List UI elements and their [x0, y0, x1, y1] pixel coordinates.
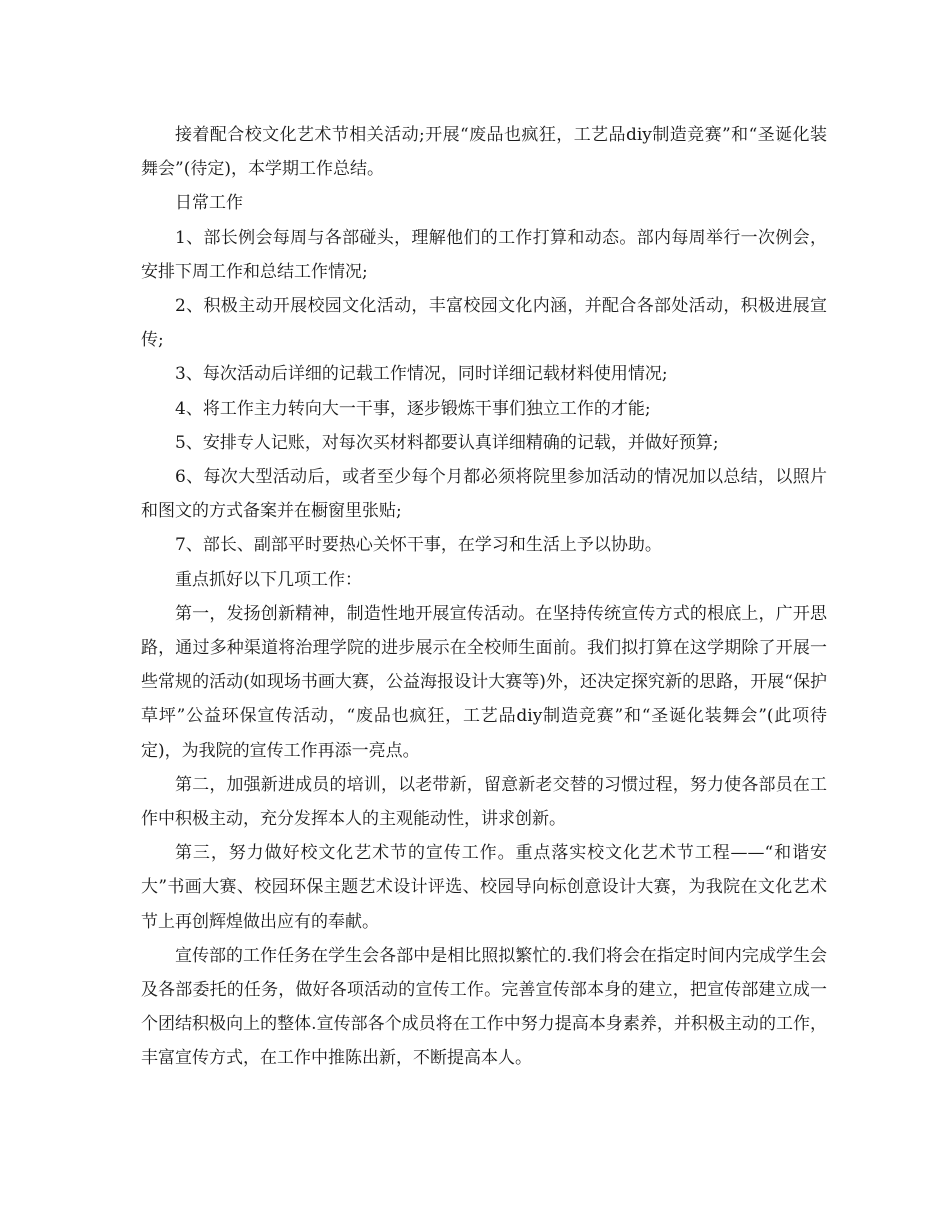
list-item-train-staff: 4、将工作主力转向大一干事，逐步锻炼干事们独立工作的才能;	[175, 398, 651, 419]
list-item-activity-records: 3、每次活动后详细的记载工作情况，同时详细记载材料使用情况;	[175, 364, 668, 385]
heading-daily-work: 日常工作	[175, 193, 243, 214]
paragraph-third-art-festival: 第三，努力做好校文化艺术节的宣传工作。重点落实校文化艺术节工程——“和谐安大”书画大赛、校园环保主题艺术设计评选、校园导向标创意设计大赛，为我院在文化艺术节上再创辉煌做出应有的奉献。	[141, 843, 827, 932]
paragraph-department-summary: 宣传部的工作任务在学生会各部中是相比照拟繁忙的.我们将会在指定时间内完成学生会及各部委托的任务，做好各项活动的宣传工作。完善宣传部本身的建立，把宣传部建立成一个团结积极向上的整体.宣传部各个成员将在工作中努力提高本身素养，并积极主动的工作，丰富宣传方式，在工作中推陈出新，不断提高本人。	[141, 945, 827, 1069]
heading-key-tasks: 重点抓好以下几项工作：	[175, 569, 362, 590]
paragraph-second-training: 第二，加强新进成员的培训，以老带新，留意新老交替的习惯过程，努力使各部员在工作中积极主动，充分发挥本人的主观能动性，讲求创新。	[141, 774, 827, 830]
document-page	[141, 118, 827, 1076]
paragraph-art-festival-activities: 接着配合校文化艺术节相关活动;开展“废品也疯狂，工艺品diy制造竞赛”和“圣诞化装舞会”(待定)，本学期工作总结。	[141, 125, 827, 180]
list-item-care-for-staff: 7、部长、副部平时要热心关怀干事，在学习和生活上予以协助。	[175, 535, 662, 556]
list-item-monthly-summary: 6、每次大型活动后，或者至少每个月都必须将院里参加活动的情况加以总结，以照片和图文的方式备案并在橱窗里张贴;	[141, 467, 827, 522]
paragraph-first-innovation: 第一，发扬创新精神，制造性地开展宣传活动。在坚持传统宣传方式的根底上，广开思路，通过多种渠道将治理学院的进步展示在全校师生面前。我们拟打算在这学期除了开展一些常规的活动(如现场书画大赛，公益海报设计大赛等)外，还决定探究新的思路，开展“保护草坪”公益环保宣传活动，“废品也疯狂，工艺品diy制造竞赛”和“圣诞化装舞会”(此项待定)，为我院的宣传工作再添一亮点。	[141, 603, 827, 761]
list-item-weekly-meeting: 1、部长例会每周与各部碰头，理解他们的工作打算和动态。部内每周举行一次例会，安排下周工作和总结工作情况;	[141, 227, 827, 282]
list-item-bookkeeping: 5、安排专人记账，对每次买材料都要认真详细精确的记载，并做好预算;	[175, 432, 719, 453]
list-item-campus-culture: 2、积极主动开展校园文化活动，丰富校园文化内涵，并配合各部处活动，积极进展宣传;	[141, 296, 827, 351]
